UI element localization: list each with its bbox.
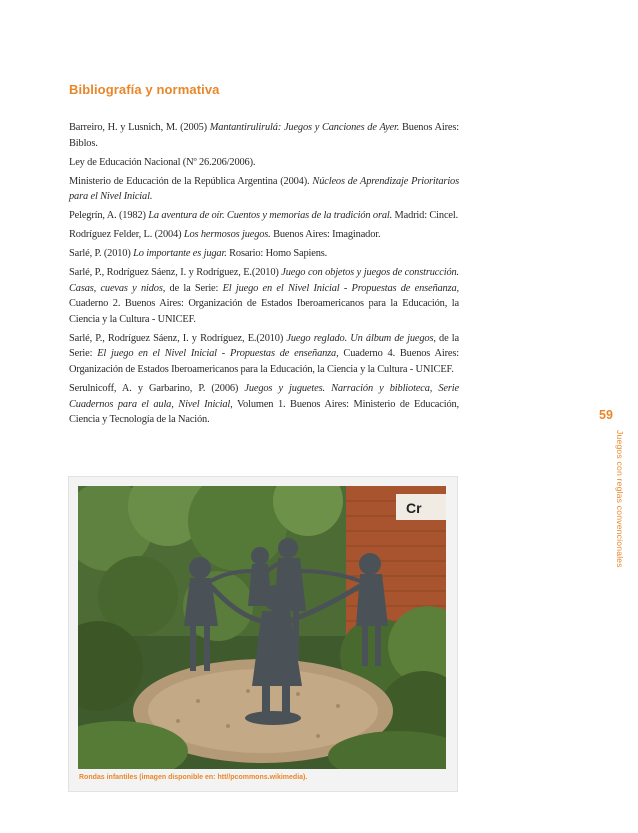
- reference-text: Sarlé, P. (2010): [69, 248, 134, 260]
- reference-text: Ministerio de Educación de la República Argentina (2004).: [69, 175, 313, 187]
- reference-title: Los hermosos juegos.: [183, 229, 271, 241]
- section-heading: Bibliografía y normativa: [69, 82, 220, 97]
- reference-text: Barreiro, H. y Lusnich, M. (2005): [69, 122, 210, 133]
- reference-text: Serulnicoff, A. y Garbarino, P. (2006): [69, 383, 245, 395]
- reference-title: Núcleos de Aprendizaje Prioritarios para el Nivel Inicial.: [69, 175, 459, 203]
- reference-text: Rodríguez Felder, L. (2004): [69, 229, 184, 241]
- reference-text: Sarlé, P., Rodríguez Sáenz, I. y Rodríguez, E.(2010): [69, 332, 287, 344]
- reference-title: El juego en el Nivel Inicial - Propuestas de enseñanza,: [222, 282, 459, 294]
- reference-text: Volumen 1. Buenos Aires: Ministerio de Educación, Ciencia y Tecnología de la Nación.: [69, 398, 459, 426]
- reference-text: Pelegrín, A. (1982): [69, 210, 149, 222]
- reference-title: Mantantirulirulá: Juegos y Canciones de Ayer.: [209, 122, 400, 133]
- reference-text: Sarlé, P., Rodríguez Sáenz, I. y Rodríguez, E.(2010): [69, 267, 282, 279]
- wall-sign-text: Cr: [406, 500, 422, 516]
- reference-text: Madrid: Cincel.: [392, 210, 459, 222]
- reference-text: Cuaderno 2. Buenos Aires: Organización de Estados Iberoamericanos para la Educación, la Ciencia y la Cultura - UNICEF.: [69, 298, 459, 325]
- reference-title: Juego con objetos y juegos de construcción. Casas, cuevas y nidos,: [69, 267, 459, 294]
- reference-list: [69, 120, 459, 431]
- reference-text: Buenos Aires: Imaginador.: [270, 229, 381, 241]
- figure: [68, 476, 458, 792]
- reference-text: Rosario: Homo Sapiens.: [226, 248, 328, 260]
- reference-entry: [69, 120, 459, 151]
- page-number: 59: [599, 408, 613, 422]
- reference-title: Juegos y juguetes. Narración y biblioteca, Serie Cuadernos para el aula, Nivel Inicial,: [69, 383, 459, 410]
- reference-title: El juego en el Nivel Inicial - Propuestas de enseñanza,: [97, 348, 339, 360]
- reference-entry: [69, 174, 459, 205]
- reference-text: Buenos Aires: Biblos.: [69, 122, 460, 149]
- reference-text: de la Serie:: [69, 332, 459, 360]
- reference-entry: [69, 246, 459, 262]
- reference-title: Juego reglado. Un álbum de juegos,: [286, 332, 436, 344]
- reference-entry: [69, 208, 459, 224]
- running-title: Juegos con reglas convencionales: [615, 430, 625, 568]
- reference-entry: [69, 227, 459, 243]
- figure-caption: Rondas infantiles (imagen disponible en: htt//pcommons.wikimedia).: [79, 774, 308, 781]
- reference-entry: [69, 155, 459, 171]
- reference-text: Cuaderno 4. Buenos Aires: Organización de Estados Iberoamericanos para la Educación, la Ciencia y la Cultura - UNICEF.: [69, 348, 459, 376]
- reference-title: La aventura de oír. Cuentos y memorias de la tradición oral.: [148, 210, 393, 222]
- sculpture-photo: [78, 486, 446, 769]
- reference-title: Lo importante es jugar.: [133, 248, 227, 260]
- reference-text: de la Serie:: [165, 282, 223, 294]
- reference-entry: [69, 265, 459, 327]
- reference-entry: [69, 331, 459, 378]
- reference-entry: [69, 381, 459, 428]
- reference-text: Ley de Educación Nacional (Nº 26.206/2006).: [69, 156, 256, 168]
